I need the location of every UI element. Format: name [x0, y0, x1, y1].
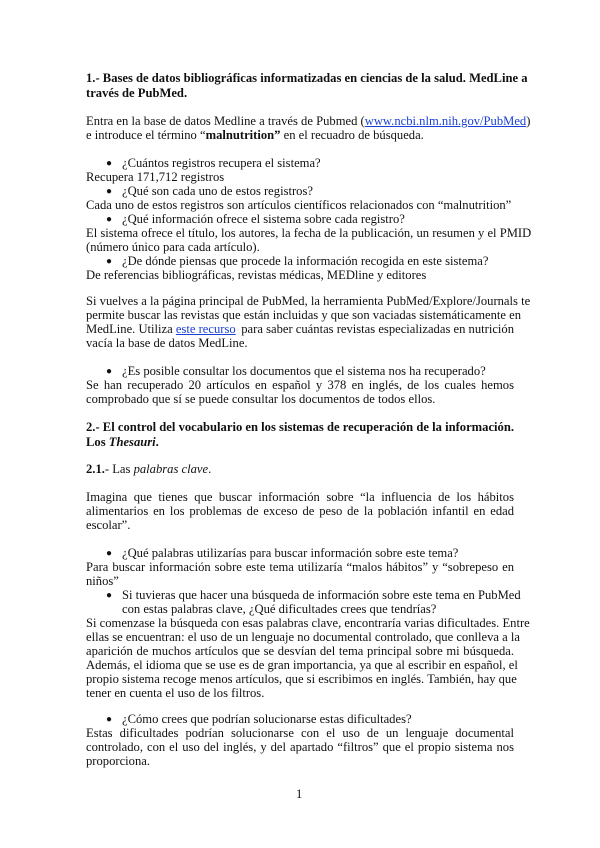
- answer-2: Cada uno de estos registros son artículos científicos relacionados con “malnutrition”: [86, 198, 512, 212]
- explore-text: MedLine. Utiliza: [86, 322, 176, 336]
- resource-link[interactable]: este recurso: [175, 322, 236, 336]
- scenario-line3: escolar”.: [86, 518, 131, 532]
- bullet-icon: ●: [106, 548, 113, 559]
- s2-question-1: ¿Qué palabras utilizarías para buscar información sobre este tema?: [122, 546, 459, 560]
- s2-answer-1-line2: niños”: [86, 574, 119, 588]
- explore-para-line1: Si vuelves a la página principal de PubMed, la herramienta PubMed/Explore/Journals te: [86, 294, 531, 308]
- subsection-number: 2.1.: [86, 462, 105, 476]
- s2-answer-1-line1: Para buscar información sobre este tema utilizaría “malos hábitos” y “sobrepeso en: [86, 560, 514, 574]
- question-5: ¿Es posible consultar los documentos que el sistema nos ha recuperado?: [122, 364, 486, 378]
- question-1: ¿Cuántos registros recupera el sistema?: [122, 156, 321, 170]
- explore-para-line4: vacía la base de datos MedLine.: [86, 336, 248, 350]
- answer-4: De referencias bibliográficas, revistas médicas, MEDline y editores: [86, 268, 427, 282]
- intro-text: Entra en la base de datos Medline a través de Pubmed (: [86, 114, 365, 128]
- bullet-icon: ●: [106, 714, 113, 725]
- title-text: Los: [86, 435, 109, 449]
- intro-text-end: ): [526, 114, 531, 128]
- s2-answer-2-line4: Además, el idioma que se use es de gran importancia, ya que al escribir en español, el: [86, 658, 518, 672]
- section-1-title-line1: 1.- Bases de datos bibliográficas informatizadas en ciencias de la salud. MedLine a: [86, 71, 528, 85]
- intro2-text-end: en el recuadro de búsqueda.: [280, 128, 424, 142]
- intro-line2: [86, 128, 424, 143]
- s2-answer-3-line3: proporciona.: [86, 754, 150, 768]
- question-2: ¿Qué son cada uno de estos registros?: [122, 184, 313, 198]
- intro-line1: [86, 114, 530, 129]
- search-term: malnutrition”: [205, 128, 281, 142]
- bullet-icon: ●: [106, 366, 113, 377]
- s2-answer-3-line2: controlado, con el uso del inglés, y del apartado “filtros” que el propio sistema nos: [86, 740, 514, 754]
- bullet-icon: ●: [106, 214, 113, 225]
- scenario-line1: Imagina que tienes que buscar información sobre “la influencia de los hábitos: [86, 490, 514, 504]
- bullet-icon: ●: [106, 186, 113, 197]
- s2-answer-2-line2: ellas se encuentran: el uso de un lenguaje no documental controlado, que conlleva a la: [86, 630, 520, 644]
- page-number: 1: [296, 787, 303, 801]
- bullet-icon: ●: [106, 590, 113, 601]
- intro2-text: e introduce el término “: [86, 128, 206, 142]
- s2-answer-2-line3: aparición de muchos artículos que se desvían del tema principal sobre mi búsqueda.: [86, 644, 514, 658]
- answer-5-line1: Se han recuperado 20 artículos en español y 378 en inglés, de los cuales hemos: [86, 378, 514, 392]
- section-2-title-line1: 2.- El control del vocabulario en los sistemas de recuperación de la información.: [86, 420, 514, 434]
- s2-answer-3-line1: Estas dificultades podrían solucionarse con el uso de un lenguaje documental: [86, 726, 514, 740]
- question-3: ¿Qué información ofrece el sistema sobre cada registro?: [122, 212, 405, 226]
- section-2-title-line2: [86, 435, 159, 450]
- subsection-keywords: palabras clave: [133, 462, 209, 476]
- answer-5-line2: comprobado que sí se puede consultar los documentos de todos ellos.: [86, 392, 436, 406]
- s2-question-2-line2: con estas palabras clave, ¿Qué dificultades crees que tendrías?: [122, 602, 437, 616]
- s2-answer-2-line5: propio sistema recoge menos artículos, que si escribimos en inglés. También, hay que: [86, 672, 517, 686]
- scenario-line2: alimentarios en los problemas de exceso de peso de la población infantil en edad: [86, 504, 514, 518]
- s2-answer-2-line1: Si comenzase la búsqueda con esas palabras clave, encontraría varias dificultades. Entre: [86, 616, 530, 630]
- explore-text-end: para saber cuántas revistas especializadas en nutrición: [238, 322, 514, 336]
- bullet-icon: ●: [106, 158, 113, 169]
- title-thesauri: Thesauri: [108, 435, 156, 449]
- s2-question-2-line1: Si tuvieras que hacer una búsqueda de información sobre este tema en PubMed: [122, 588, 521, 602]
- bullet-icon: ●: [106, 256, 113, 267]
- s2-answer-2-line6: tener en cuenta el uso de los filtros.: [86, 686, 265, 700]
- pubmed-link[interactable]: www.ncbi.nlm.nih.gov/PubMed: [364, 114, 527, 128]
- s2-question-3: ¿Cómo crees que podrían solucionarse estas dificultades?: [122, 712, 412, 726]
- explore-para-line2: permite buscar las revistas que están incluidas y que son vaciadas sistemáticamente en: [86, 308, 522, 322]
- title-dot: .: [155, 435, 159, 449]
- question-4: ¿De dónde piensas que procede la información recogida en este sistema?: [122, 254, 489, 268]
- subsection-2-1-title: [86, 462, 211, 477]
- answer-3-line2: (número único para cada artículo).: [86, 240, 260, 254]
- explore-para-line3: [86, 322, 514, 337]
- answer-1: Recupera 171,712 registros: [86, 170, 225, 184]
- subsection-text: - Las: [104, 462, 134, 476]
- section-1-title-line2: través de PubMed.: [86, 86, 188, 100]
- subsection-dot: .: [208, 462, 212, 476]
- answer-3-line1: El sistema ofrece el título, los autores, la fecha de la publicación, un resumen y el PMID: [86, 226, 532, 240]
